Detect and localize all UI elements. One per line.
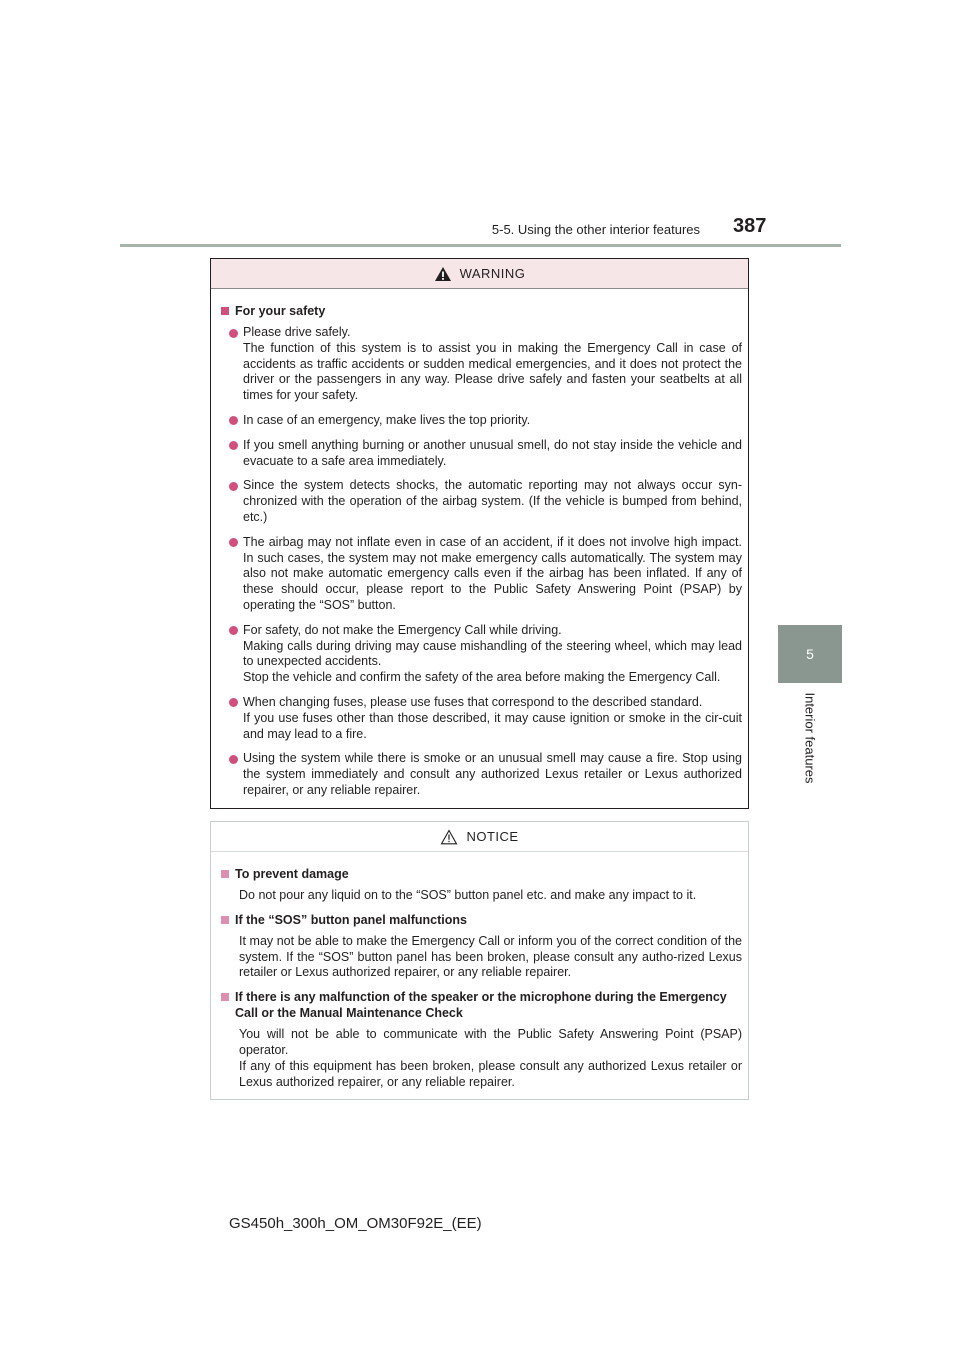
warning-item-paragraph: In case of an emergency, make lives the top priority. xyxy=(243,412,531,427)
warning-item-paragraph: Using the system while there is smoke or an unusual smell may cause a fire. Stop using the system immediately and consult any authorized Lexus retailer or Lexus authorized repairer, or any reliable repairer. xyxy=(243,751,742,797)
notice-section-label: If there is any malfunction of the speaker or the microphone during the Emergency Call or the Manual Maintenance Check xyxy=(235,990,727,1021)
notice-paragraph: If any of this equipment has been broken, please consult any authorized Lexus retailer or Lexus authorized repairer, or any reliable repairer. xyxy=(239,1058,742,1089)
warning-item xyxy=(229,478,742,525)
warning-item xyxy=(229,438,742,470)
notice-section-text xyxy=(239,1027,742,1090)
warning-list xyxy=(221,325,742,799)
warning-item xyxy=(229,623,742,686)
warning-item-paragraph: If you smell anything burning or another unusual smell, do not stay inside the vehicle and evacuate to a safe area immediately. xyxy=(243,437,742,468)
warning-item xyxy=(229,695,742,742)
warning-item-text xyxy=(243,413,742,429)
chapter-label: Interior features xyxy=(802,692,818,784)
warning-box xyxy=(210,258,749,809)
round-bullet-icon xyxy=(229,538,238,547)
warning-item-text xyxy=(243,438,742,470)
warning-item-paragraph: Please drive safely. xyxy=(243,325,351,339)
page-number: 387 xyxy=(733,215,767,237)
notice-section-label: If the “SOS” button panel malfunctions xyxy=(235,912,467,927)
warning-item xyxy=(229,535,742,614)
round-bullet-icon xyxy=(229,626,238,635)
warning-item-text xyxy=(243,623,742,686)
warning-item-paragraph: Stop the vehicle and confirm the safety of the area before making the Emergency Call. xyxy=(243,670,721,685)
notice-section-title xyxy=(221,989,742,1021)
warning-title: WARNING xyxy=(459,266,526,281)
warning-item-text xyxy=(243,325,742,404)
notice-section-text xyxy=(239,934,742,981)
round-bullet-icon xyxy=(229,755,238,764)
caution-triangle-icon xyxy=(440,829,458,845)
warning-item-text xyxy=(243,478,742,525)
notice-header xyxy=(211,822,748,852)
chapter-number: 5 xyxy=(806,646,814,662)
warning-item xyxy=(229,325,742,404)
warning-item-paragraph: If you use fuses other than those described, it may cause ignition or smoke in the cir-cuit and may lead to a fire. xyxy=(243,710,742,741)
notice-section-text xyxy=(239,888,742,904)
section-heading: 5-5. Using the other interior features xyxy=(491,222,700,237)
notice-paragraph: Do not pour any liquid on to the “SOS” button panel etc. and make any impact to it. xyxy=(239,888,697,902)
warning-body xyxy=(211,289,748,799)
warning-item-paragraph: When changing fuses, please use fuses that correspond to the described standard. xyxy=(243,694,703,709)
square-bullet-icon xyxy=(221,993,229,1001)
chapter-tab[interactable] xyxy=(778,625,842,683)
notice-section-label: To prevent damage xyxy=(235,867,349,881)
notice-body xyxy=(211,852,748,1090)
square-bullet-icon xyxy=(221,870,229,878)
square-bullet-icon xyxy=(221,916,229,924)
warning-item-paragraph: For safety, do not make the Emergency Call while driving. xyxy=(243,622,562,637)
warning-item-paragraph: Making calls during driving may cause mishandling of the steering wheel, which may lead to unexpected accidents. xyxy=(243,638,742,669)
warning-triangle-icon xyxy=(434,266,452,282)
notice-paragraph: You will not be able to communicate with the Public Safety Answering Point (PSAP) operator. xyxy=(239,1027,742,1057)
notice-title: NOTICE xyxy=(466,829,519,844)
notice-paragraph: It may not be able to make the Emergency Call or inform you of the correct condition of the system. If the “SOS” button panel has been broken, please consult any autho-rized Lexus retailer or Lexus authorized repairer, or any reliable repairer. xyxy=(239,933,742,980)
round-bullet-icon xyxy=(229,441,238,450)
warning-item-paragraph: The function of this system is to assist you in making the Emergency Call in case of accidents as traffic accidents or sudden medical emergencies, and it does not protect the driver or the passengers in any way. Please drive safely and fasten your seatbelts at all times for your safety. xyxy=(243,340,742,403)
warning-item-text xyxy=(243,535,742,614)
notice-section-title xyxy=(221,866,742,882)
square-bullet-icon xyxy=(221,307,229,315)
round-bullet-icon xyxy=(229,329,238,338)
warning-item xyxy=(229,751,742,798)
warning-header xyxy=(211,259,748,289)
warning-section-label: For your safety xyxy=(235,304,326,318)
warning-section-title xyxy=(221,303,742,319)
notice-box xyxy=(210,821,749,1100)
warning-item-text xyxy=(243,695,742,742)
warning-item xyxy=(229,413,742,429)
notice-section-title xyxy=(221,912,742,928)
warning-item-text xyxy=(243,751,742,798)
warning-item-paragraph: Since the system detects shocks, the automatic reporting may not always occur syn-chronized with the operation of the airbag system. (If the vehicle is bumped from behind, etc.) xyxy=(243,478,742,524)
round-bullet-icon xyxy=(229,416,238,425)
round-bullet-icon xyxy=(229,698,238,707)
round-bullet-icon xyxy=(229,482,238,491)
document-code: GS450h_300h_OM_OM30F92E_(EE) xyxy=(229,1215,482,1232)
warning-item-paragraph: The airbag may not inflate even in case of an accident, if it does not involve high impact. In such cases, the system may not make emergency calls automatically. The system may also not make automatic emergency calls even if the airbag has been inflated. If any of these should occur, please report to the Public Safety Answering Point (PSAP) by operating the “SOS” button. xyxy=(243,534,742,612)
header-divider xyxy=(120,244,841,247)
